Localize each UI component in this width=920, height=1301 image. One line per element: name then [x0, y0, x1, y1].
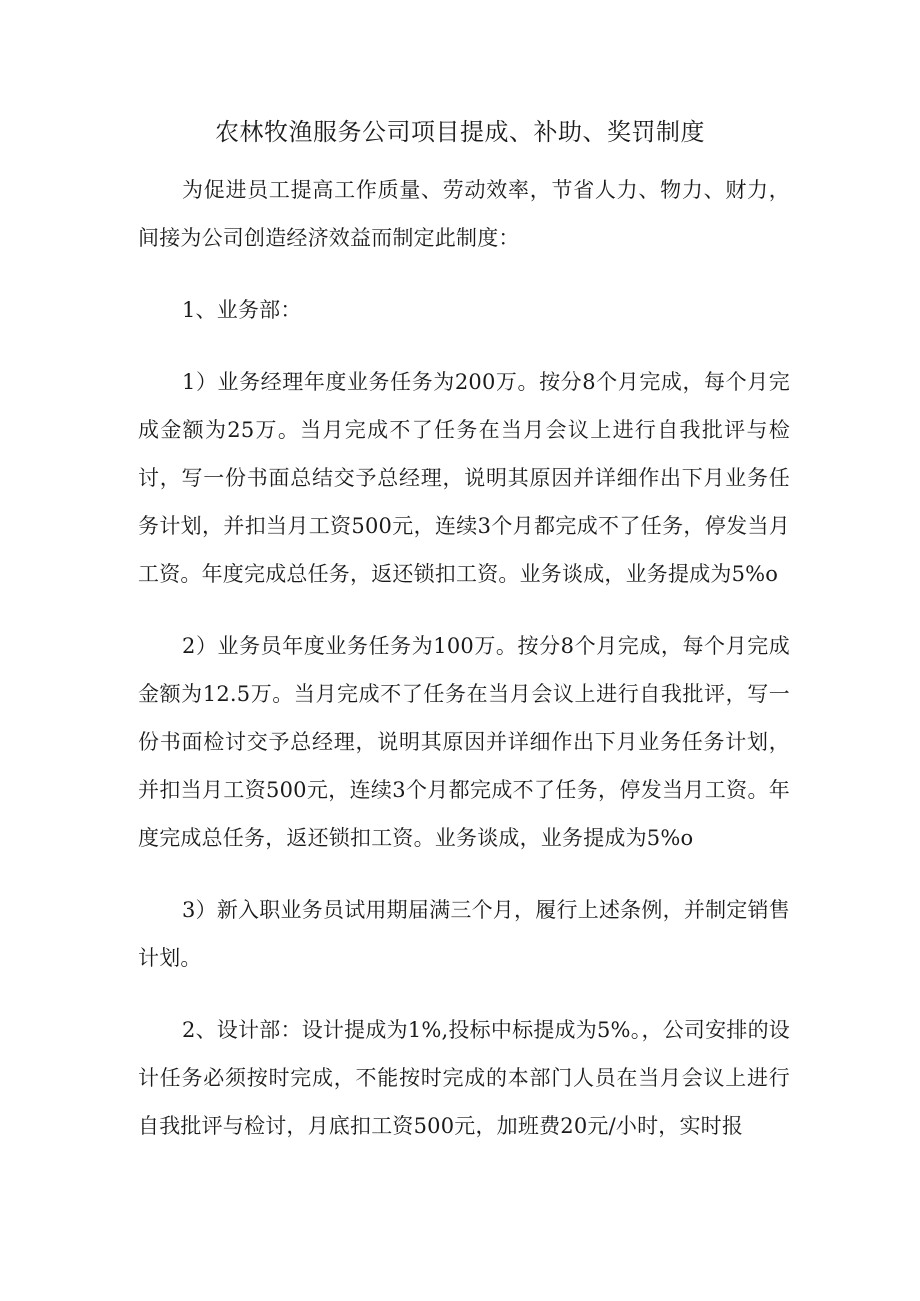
paragraph-section-sales: 1、业务部：	[182, 298, 302, 322]
paragraph-new-salesperson: 3）新入职业务员试用期届满三个月，履行上述条例，并制定销售计划。	[138, 898, 790, 970]
paragraph-sales-manager: 1）业务经理年度业务任务为200万。按分8个月完成，每个月完成金额为25万。当月完成不了任务在当月会议上进行自我批评与检讨，写一份书面总结交予总经理，说明其原因并详细作出下月业务任务计划，并扣当月工资500元，连续3个月都完成不了任务，停发当月工资。年度完成总任务，返还锁扣工资。业务谈成，业务提成为5%o	[138, 370, 790, 586]
document-body	[138, 166, 790, 1174]
document-title: 农林牧渔服务公司项目提成、补助、奖罚制度	[215, 118, 705, 146]
paragraph-intro: 为促进员工提高工作质量、劳动效率，节省人力、物力、财力，间接为公司创造经济效益而制定此制度：	[138, 178, 790, 250]
paragraph-design-dept: 2、设计部：设计提成为1%,投标中标提成为5%。，公司安排的设计任务必须按时完成，不能按时完成的本部门人员在当月会议上进行自我批评与检讨，月底扣工资500元，加班费20元/小时，实时报	[138, 1018, 790, 1138]
paragraph-salesperson: 2）业务员年度业务任务为100万。按分8个月完成，每个月完成金额为12.5万。当月完成不了任务在当月会议上进行自我批评，写一份书面检讨交予总经理，说明其原因并详细作出下月业务任务计划，并扣当月工资500元，连续3个月都完成不了任务，停发当月工资。年度完成总任务，返还锁扣工资。业务谈成，业务提成为5%o	[138, 634, 790, 850]
